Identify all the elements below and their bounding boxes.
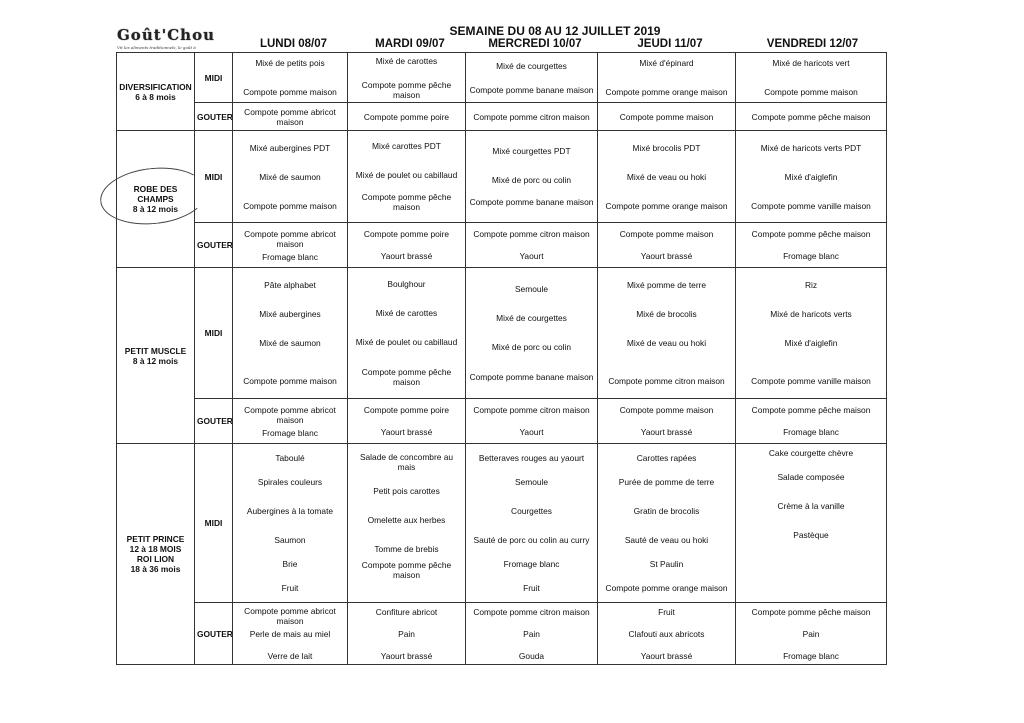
menu-item: Fruit	[658, 606, 675, 617]
menu-item: Mixé aubergines PDT	[249, 142, 331, 153]
menu-item: Compote pomme abricot maison	[244, 404, 336, 425]
meal-label-gouter: GOUTER	[195, 603, 233, 665]
menu-item: Mixé de saumon	[259, 171, 321, 182]
menu-item: Compote pomme maison	[619, 111, 714, 122]
menu-item: Perle de mais au miel	[249, 629, 331, 639]
logo-tagline: Vit les aliments traditionnels, le goût à	[117, 45, 196, 50]
menu-cell	[233, 603, 348, 665]
menu-item: Mixé de veau ou hoki	[626, 171, 707, 182]
menu-item: Mixé de carottes	[375, 308, 438, 318]
menu-cell	[736, 268, 887, 399]
menu-cell	[233, 268, 348, 399]
menu-cell	[598, 603, 736, 665]
menu-item: Mixé de haricots vert	[772, 58, 850, 68]
menu-cell	[348, 268, 466, 399]
menu-cell	[736, 223, 887, 268]
menu-item: Mixé de veau ou hoki	[626, 338, 707, 348]
menu-item: Compote pomme orange maison	[605, 583, 728, 593]
menu-item: Verre de lait	[267, 651, 313, 661]
menu-item: Compote pomme pêche maison	[361, 367, 452, 387]
group-age: 12 à 18 MOIS	[129, 544, 182, 554]
menu-item: Compote pomme vanille maison	[751, 200, 871, 211]
menu-item: Compote pomme maison	[619, 405, 714, 415]
group-name: PETIT PRINCE	[126, 534, 185, 544]
menu-item: Betteraves rouges au yaourt	[478, 453, 585, 463]
menu-cell	[466, 399, 598, 444]
menu-item: Salade de concombre au mais	[359, 452, 454, 472]
menu-item: Clafouti aux abricots	[628, 628, 705, 639]
meal-label-midi: MIDI	[195, 53, 233, 103]
menu-cell	[348, 603, 466, 665]
menu-cell	[348, 131, 466, 223]
group-name: DIVERSIFICATION	[119, 81, 192, 92]
menu-cell	[736, 399, 887, 444]
table-row	[117, 53, 887, 103]
menu-item: St Paulin	[649, 559, 684, 569]
meal-label-gouter: GOUTER	[195, 223, 233, 268]
menu-item: Mixé d'aiglefin	[784, 338, 838, 348]
menu-cell	[736, 53, 887, 103]
menu-item: Mixé d'aiglefin	[784, 171, 838, 182]
group-diversification	[117, 53, 195, 131]
menu-item: Compote pomme poire	[363, 111, 450, 122]
menu-cell	[736, 444, 887, 603]
menu-cell	[466, 103, 598, 131]
menu-item: Compote pomme abricot maison	[244, 106, 336, 127]
menu-item: Compote pomme abricot maison	[244, 228, 336, 249]
menu-item: Yaourt brassé	[640, 251, 693, 261]
menu-item: Taboulé	[275, 453, 305, 463]
menu-cell	[598, 103, 736, 131]
menu-item: Gratin de brocolis	[633, 506, 700, 516]
menu-item: Compote pomme poire	[363, 405, 450, 415]
menu-item: Compote pomme abricot maison	[244, 606, 336, 626]
menu-item: Fromage blanc	[783, 427, 839, 437]
menu-cell	[348, 399, 466, 444]
menu-item: Gouda	[518, 650, 545, 661]
day-header-monday: LUNDI 08/07	[259, 38, 328, 50]
menu-item: Compote pomme citron maison	[608, 376, 725, 386]
menu-item: Compote pomme pêche maison	[361, 192, 452, 212]
group-age: 8 à 12 mois	[132, 204, 179, 214]
menu-item: Compote pomme banane maison	[469, 372, 594, 382]
menu-cell	[233, 53, 348, 103]
menu-item: Compote pomme pêche maison	[751, 606, 871, 617]
group-petit-muscle	[117, 268, 195, 444]
menu-item: Compote pomme maison	[764, 87, 858, 97]
menu-cell	[348, 444, 466, 603]
logo-title: Goût'Chou	[117, 26, 215, 44]
menu-item: Yaourt brassé	[380, 251, 433, 261]
menu-cell	[466, 131, 598, 223]
meal-label-midi: MIDI	[195, 268, 233, 399]
menu-item: Salade composée	[777, 472, 845, 482]
menu-item: Crème à la vanille	[777, 501, 845, 511]
menu-cell	[233, 444, 348, 603]
group-petit-prince-roi-lion	[117, 444, 195, 665]
menu-item: Yaourt	[519, 427, 544, 437]
menu-item: Pain	[802, 628, 820, 639]
menu-item: Yaourt brassé	[640, 427, 693, 437]
menu-item: Fromage blanc	[503, 559, 560, 569]
menu-item: Compote pomme pêche maison	[361, 79, 452, 100]
menu-item: Boulghour	[387, 279, 426, 289]
day-header-wednesday: MERCREDI 10/07	[488, 38, 582, 50]
menu-item: Compote pomme banane maison	[469, 84, 594, 95]
day-header-tuesday: MARDI 09/07	[375, 38, 445, 50]
menu-item: Mixé de brocolis	[636, 309, 697, 319]
day-header-friday: VENDREDI 12/07	[766, 38, 859, 50]
menu-item: Fromage blanc	[783, 251, 839, 261]
menu-item: Compote pomme maison	[243, 200, 337, 211]
menu-item: Fruit	[523, 583, 540, 593]
meal-label-midi: MIDI	[195, 131, 233, 223]
menu-cell	[598, 399, 736, 444]
menu-item: Fromage blanc	[783, 650, 839, 661]
menu-cell	[598, 53, 736, 103]
menu-item: Mixé de poulet ou cabillaud	[355, 170, 458, 180]
menu-item: Compote pomme pêche maison	[751, 405, 871, 415]
menu-item: Compote pomme pêche maison	[751, 229, 871, 239]
menu-item: Mixé d'épinard	[639, 58, 694, 68]
menu-cell	[598, 131, 736, 223]
menu-cell	[736, 103, 887, 131]
meal-label-gouter: GOUTER	[195, 399, 233, 444]
menu-cell	[466, 53, 598, 103]
menu-item: Mixé pomme de terre	[626, 280, 707, 290]
menu-item: Mixé aubergines	[259, 309, 321, 319]
table-row	[117, 399, 887, 444]
table-row	[117, 268, 887, 399]
table-row	[117, 444, 887, 603]
menu-item: Tomme de brebis	[374, 544, 439, 554]
menu-item: Compote pomme maison	[243, 376, 337, 386]
menu-cell	[736, 603, 887, 665]
menu-cell	[233, 399, 348, 444]
menu-item: Mixé de haricots verts PDT	[760, 142, 862, 153]
menu-table	[116, 52, 887, 665]
menu-item: Compote pomme vanille maison	[751, 376, 871, 386]
menu-item: Fromage blanc	[262, 427, 318, 438]
menu-item: Compote pomme citron maison	[473, 405, 590, 415]
menu-item: Spirales couleurs	[257, 477, 323, 487]
week-title: SEMAINE DU 08 AU 12 JUILLET 2019	[449, 24, 661, 38]
table-row	[117, 603, 887, 665]
menu-item: Mixé brocolis PDT	[632, 142, 701, 153]
menu-item: Riz	[804, 280, 818, 290]
menu-item: Compote pomme poire	[363, 229, 450, 239]
menu-cell	[598, 444, 736, 603]
table-row	[117, 223, 887, 268]
menu-cell	[233, 103, 348, 131]
menu-item: Mixé de saumon	[259, 338, 321, 348]
menu-item: Compote pomme pêche maison	[751, 111, 871, 122]
menu-cell	[466, 223, 598, 268]
group-age: 6 à 8 mois	[135, 91, 176, 102]
menu-cell	[466, 268, 598, 399]
group-name: PETIT MUSCLE	[124, 345, 187, 356]
menu-item: Compote pomme maison	[243, 87, 337, 97]
menu-item: Sauté de porc ou colin au curry	[473, 535, 590, 545]
menu-item: Compote pomme citron maison	[473, 229, 590, 239]
menu-item: Compote pomme maison	[619, 229, 714, 239]
menu-item: Yaourt brassé	[380, 427, 433, 437]
table-row	[117, 103, 887, 131]
menu-item: Fromage blanc	[262, 251, 318, 262]
menu-cell	[233, 223, 348, 268]
menu-item: Pastèque	[793, 530, 829, 540]
menu-cell	[348, 223, 466, 268]
menu-item: Mixé de poulet ou cabillaud	[355, 337, 458, 347]
menu-item: Omelette aux herbes	[367, 515, 446, 525]
menu-item: Mixé de carottes	[375, 55, 438, 66]
menu-item: Mixé de porc ou colin	[491, 175, 572, 185]
menu-item: Mixé de courgettes	[496, 60, 567, 71]
menu-item: Mixé de courgettes	[496, 313, 567, 323]
menu-item: Yaourt	[519, 251, 544, 261]
menu-item: Pâte alphabet	[264, 280, 316, 290]
group-name-2: ROI LION	[136, 554, 175, 564]
menu-cell	[348, 103, 466, 131]
menu-cell	[598, 268, 736, 399]
menu-item: Courgettes	[511, 506, 552, 516]
menu-item: Semoule	[514, 477, 549, 487]
menu-item: Pain	[398, 628, 415, 639]
menu-item: Yaourt brassé	[640, 650, 693, 661]
menu-item: Mixé courgettes PDT	[492, 146, 571, 156]
meal-label-gouter: GOUTER	[195, 103, 233, 131]
group-name: ROBE DES CHAMPS	[133, 184, 178, 204]
menu-item: Petit pois carottes	[373, 486, 440, 496]
menu-item: Compote pomme pêche maison	[361, 560, 452, 580]
menu-item: Carottes rapées	[636, 453, 697, 463]
menu-item: Mixé de porc ou colin	[491, 342, 572, 352]
group-age: 8 à 12 mois	[132, 355, 179, 366]
menu-item: Aubergines à la tomate	[246, 506, 334, 516]
menu-item: Cake courgette chèvre	[768, 448, 854, 458]
menu-item: Brie	[282, 559, 298, 569]
menu-cell	[233, 131, 348, 223]
menu-item: Yaourt brassé	[380, 650, 433, 661]
meal-label-midi: MIDI	[195, 444, 233, 603]
menu-item: Compote pomme citron maison	[473, 111, 590, 122]
menu-item: Mixé de haricots verts	[770, 309, 852, 319]
menu-item: Mixé de petits pois	[255, 58, 325, 68]
menu-item: Confiture abricot	[375, 606, 438, 617]
table-row	[117, 131, 887, 223]
group-age-2: 18 à 36 mois	[130, 564, 181, 574]
menu-item: Compote pomme citron maison	[473, 606, 590, 617]
menu-item: Sauté de veau ou hoki	[624, 535, 709, 545]
menu-item: Compote pomme banane maison	[469, 197, 594, 207]
menu-item: Mixé carottes PDT	[372, 141, 441, 151]
day-header-thursday: JEUDI 11/07	[637, 38, 703, 50]
menu-item: Compote pomme orange maison	[605, 87, 728, 97]
menu-item: Pain	[523, 628, 540, 639]
menu-item: Saumon	[274, 535, 306, 545]
menu-cell	[348, 53, 466, 103]
menu-item: Purée de pomme de terre	[618, 477, 715, 487]
menu-cell	[598, 223, 736, 268]
menu-cell	[736, 131, 887, 223]
logo	[117, 26, 237, 50]
menu-cell	[466, 603, 598, 665]
menu-item: Fruit	[281, 583, 299, 593]
menu-cell	[466, 444, 598, 603]
menu-item: Compote pomme orange maison	[605, 200, 728, 211]
menu-item: Semoule	[514, 284, 549, 294]
